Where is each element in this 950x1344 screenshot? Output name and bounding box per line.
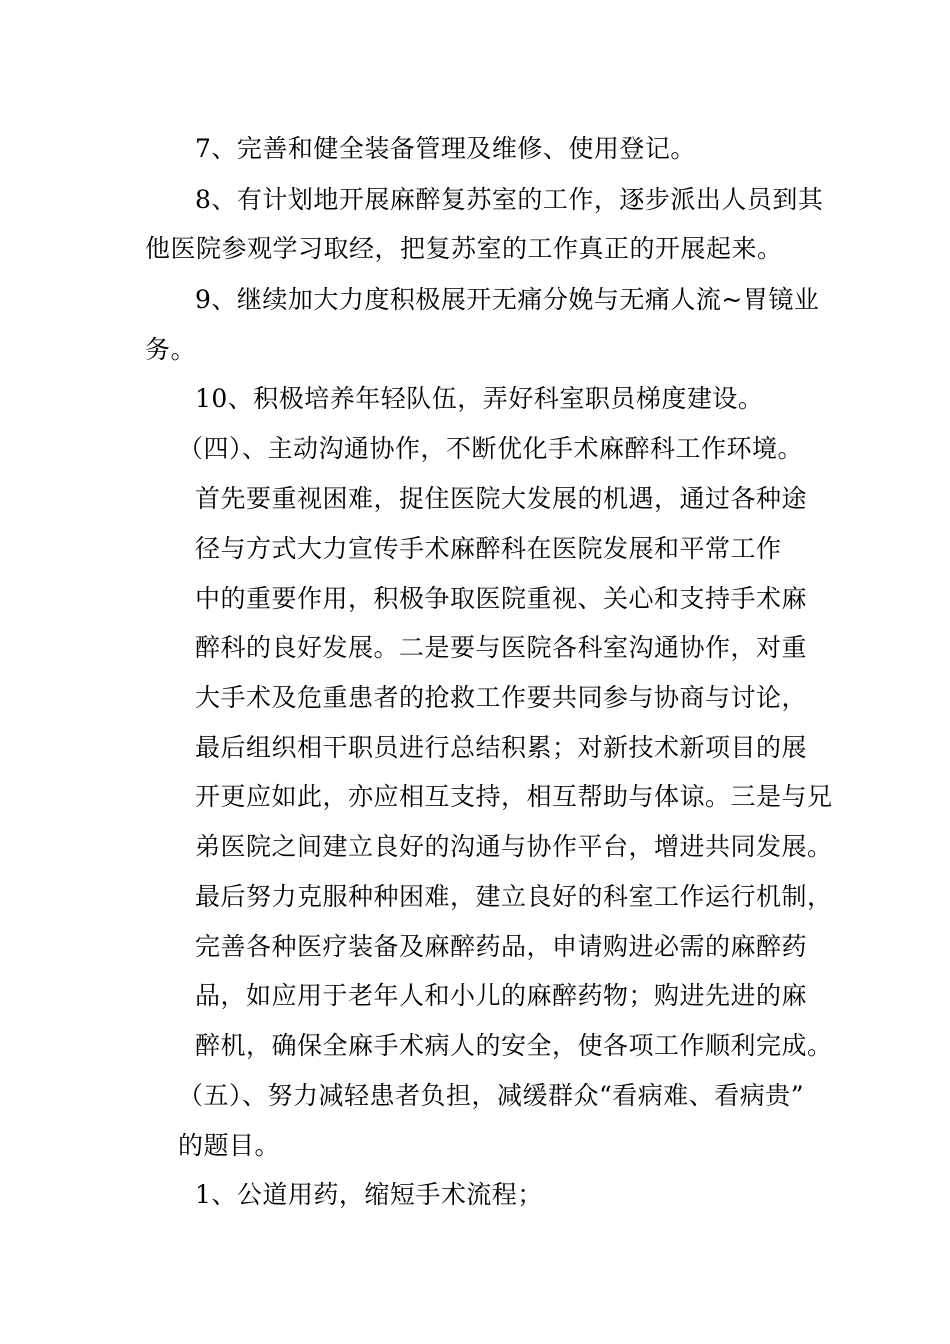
text-line: 7、完善和健全装备管理及维修、使用登记。 xyxy=(195,134,696,163)
text-line: 务。 xyxy=(145,335,197,364)
text-line: 9、继续加大力度积极展开无痛分娩与无痛人流~胃镜业 xyxy=(195,285,820,314)
text-line: 品，如应用于老年人和小儿的麻醉药物；购进先进的麻 xyxy=(195,981,808,1010)
text-line: 中的重要作用，积极争取医院重视、关心和支持手术麻 xyxy=(195,584,808,613)
text-line: 醉科的良好发展。二是要与医院各科室沟通协作，对重 xyxy=(195,633,808,662)
text-line: 最后努力克服种种困难，建立良好的科室工作运行机制， xyxy=(195,882,833,911)
text-line: 的题目。 xyxy=(178,1131,281,1160)
text-line: （五）、努力减轻患者负担，减缓群众“看病难、看病贵” xyxy=(178,1081,805,1110)
text-line: 10、积极培养年轻队伍，弄好科室职员梯度建设。 xyxy=(195,384,764,413)
text-line: 完善各种医疗装备及麻醉药品，申请购进必需的麻醉药 xyxy=(195,932,808,961)
text-line: 8、有计划地开展麻醉复苏室的工作，逐步派出人员到其 xyxy=(195,185,824,214)
text-line: 首先要重视困难，捉住医院大发展的机遇，通过各种途 xyxy=(195,484,808,513)
text-line: 弟医院之间建立良好的沟通与协作平台，增进共同发展。 xyxy=(195,832,833,861)
text-line: 醉机，确保全麻手术病人的安全，使各项工作顺利完成。 xyxy=(195,1031,833,1060)
text-line: 1、公道用药，缩短手术流程； xyxy=(195,1180,543,1209)
text-line: 他医院参观学习取经，把复苏室的工作真正的开展起来。 xyxy=(145,234,783,263)
text-line: （四）、主动沟通协作，不断优化手术麻醉科工作环境。 xyxy=(178,434,804,463)
text-line: 开更应如此，亦应相互支持，相互帮助与体谅。三是与兄 xyxy=(195,782,833,811)
text-line: 最后组织相干职员进行总结积累；对新技术新项目的展 xyxy=(195,733,808,762)
text-line: 大手术及危重患者的抢救工作要共同参与协商与讨论， xyxy=(195,683,808,712)
text-line: 径与方式大力宣传手术麻醉科在医院发展和平常工作 xyxy=(195,534,782,563)
